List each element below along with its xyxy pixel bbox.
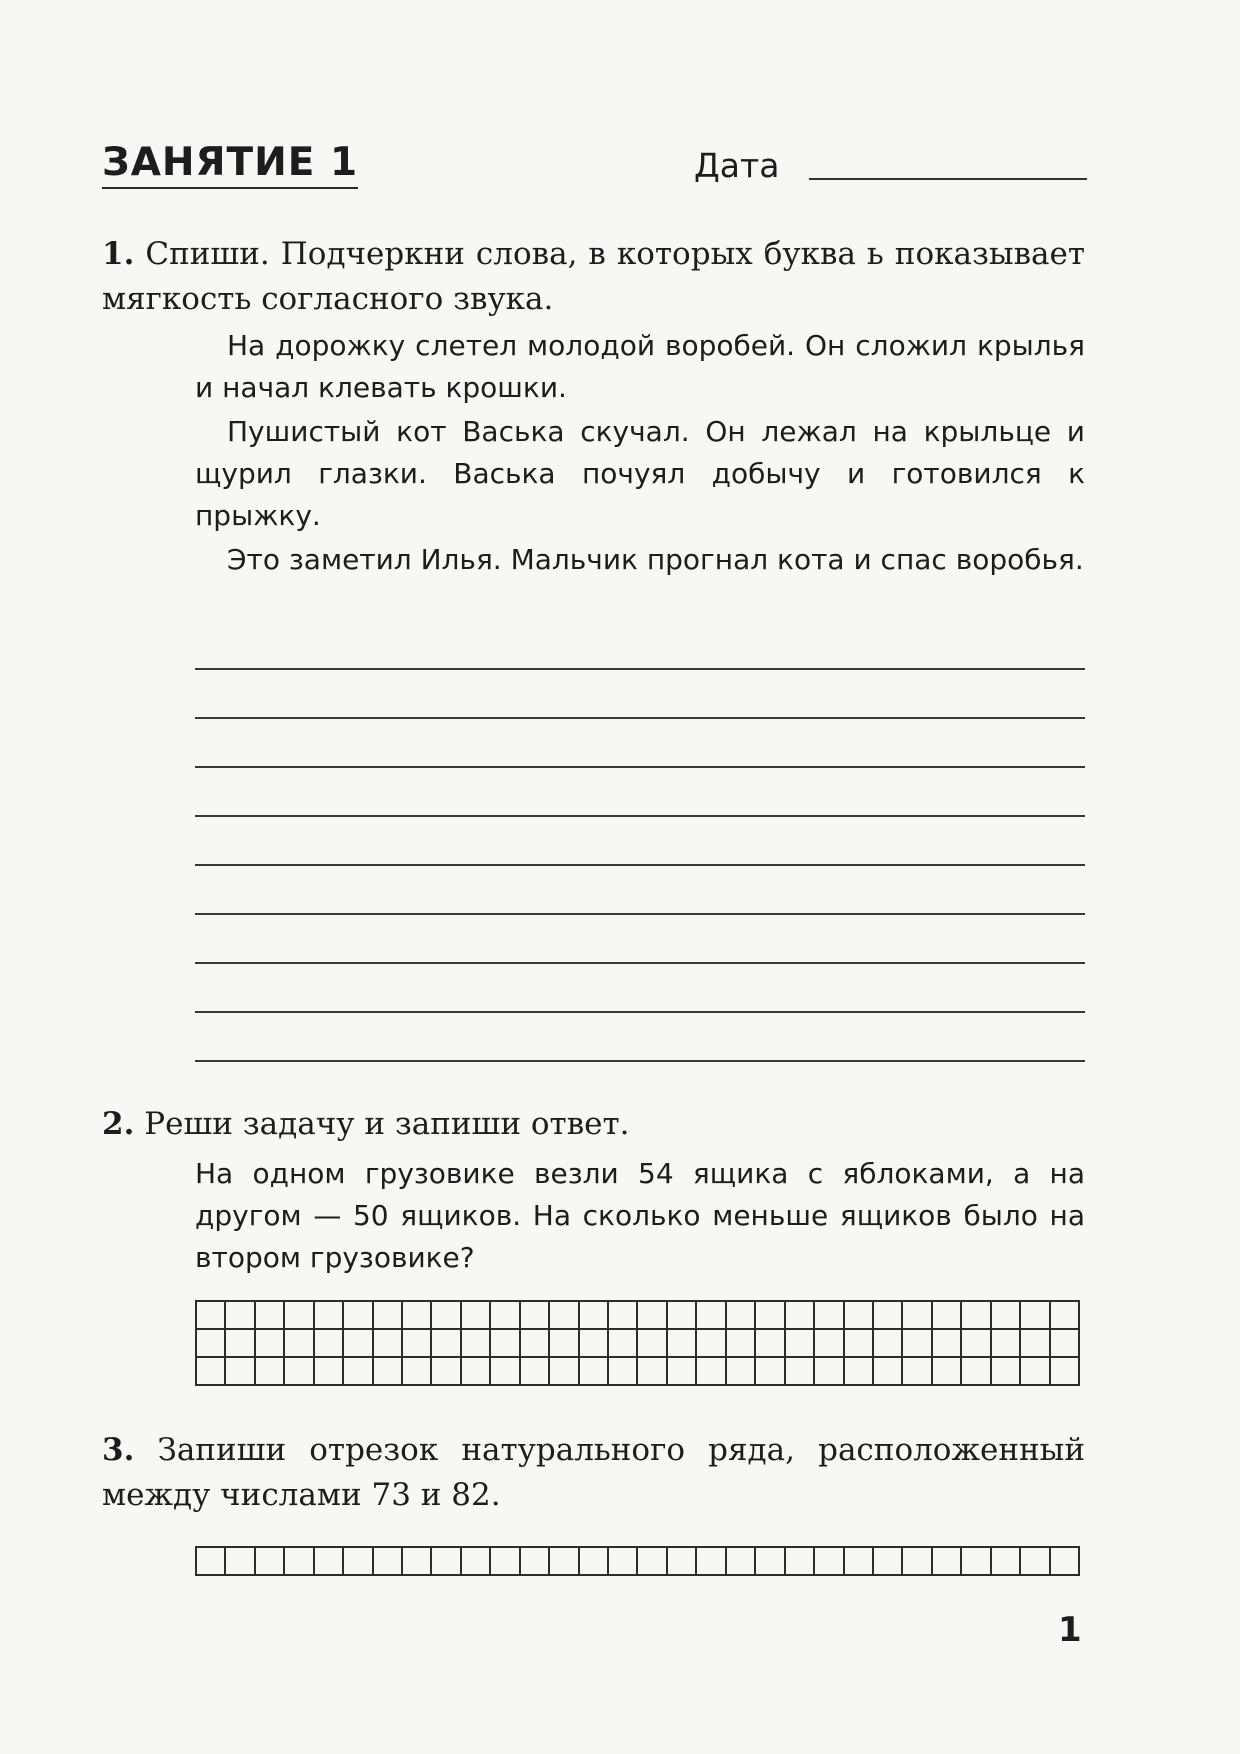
- grid-cell[interactable]: [315, 1358, 344, 1386]
- task-3-number: 3.: [102, 1432, 135, 1468]
- grid-cell[interactable]: [374, 1548, 403, 1576]
- grid-cell[interactable]: [1021, 1548, 1050, 1576]
- grid-cell[interactable]: [315, 1548, 344, 1576]
- grid-cell[interactable]: [903, 1548, 932, 1576]
- task-3-answer-grid[interactable]: [195, 1546, 1080, 1576]
- grid-cell[interactable]: [197, 1358, 226, 1386]
- grid-cell[interactable]: [992, 1548, 1021, 1576]
- grid-cell[interactable]: [903, 1358, 932, 1386]
- grid-cell[interactable]: [432, 1548, 461, 1576]
- grid-cell[interactable]: [226, 1330, 255, 1358]
- grid-cell[interactable]: [756, 1548, 785, 1576]
- task-2-number: 2.: [102, 1106, 135, 1142]
- grid-cell[interactable]: [845, 1548, 874, 1576]
- grid-cell[interactable]: [374, 1302, 403, 1330]
- grid-cell[interactable]: [756, 1358, 785, 1386]
- grid-cell[interactable]: [786, 1302, 815, 1330]
- grid-cell[interactable]: [1051, 1330, 1080, 1358]
- grid-cell[interactable]: [344, 1548, 373, 1576]
- task-1-heading: [102, 232, 1085, 322]
- grid-cell[interactable]: [462, 1302, 491, 1330]
- grid-cell[interactable]: [374, 1330, 403, 1358]
- grid-cell[interactable]: [962, 1330, 991, 1358]
- grid-cell[interactable]: [874, 1358, 903, 1386]
- grid-cell[interactable]: [256, 1358, 285, 1386]
- task-2-instruction: Реши задачу и запиши ответ.: [144, 1106, 630, 1142]
- grid-cell[interactable]: [638, 1302, 667, 1330]
- page-number: 1: [1058, 1610, 1082, 1650]
- grid-cell[interactable]: [1051, 1302, 1080, 1330]
- grid-cell[interactable]: [727, 1358, 756, 1386]
- grid-cell[interactable]: [226, 1302, 255, 1330]
- grid-cell[interactable]: [756, 1330, 785, 1358]
- grid-cell[interactable]: [432, 1330, 461, 1358]
- writing-line[interactable]: [195, 668, 1085, 670]
- grid-cell[interactable]: [786, 1330, 815, 1358]
- grid-cell[interactable]: [491, 1358, 520, 1386]
- task-3-heading: [102, 1428, 1085, 1518]
- grid-cell[interactable]: [521, 1330, 550, 1358]
- grid-cell[interactable]: [550, 1302, 579, 1330]
- grid-cell[interactable]: [786, 1548, 815, 1576]
- writing-line[interactable]: [195, 1060, 1085, 1062]
- grid-cell[interactable]: [962, 1302, 991, 1330]
- grid-cell[interactable]: [697, 1358, 726, 1386]
- grid-cell[interactable]: [344, 1358, 373, 1386]
- grid-cell[interactable]: [462, 1358, 491, 1386]
- grid-cell[interactable]: [845, 1330, 874, 1358]
- grid-cell[interactable]: [285, 1302, 314, 1330]
- task-1-instruction: Спиши. Подчеркни слова, в которых буква ь показывает мягкость согласного звука.: [102, 236, 1085, 317]
- grid-cell[interactable]: [285, 1358, 314, 1386]
- grid-cell[interactable]: [521, 1548, 550, 1576]
- grid-cell[interactable]: [727, 1330, 756, 1358]
- grid-cell[interactable]: [374, 1358, 403, 1386]
- grid-cell[interactable]: [874, 1330, 903, 1358]
- grid-cell[interactable]: [403, 1548, 432, 1576]
- grid-cell[interactable]: [815, 1302, 844, 1330]
- grid-cell[interactable]: [403, 1330, 432, 1358]
- grid-cell[interactable]: [1021, 1330, 1050, 1358]
- grid-cell[interactable]: [874, 1302, 903, 1330]
- grid-cell[interactable]: [1021, 1302, 1050, 1330]
- grid-cell[interactable]: [903, 1302, 932, 1330]
- grid-cell[interactable]: [697, 1302, 726, 1330]
- grid-cell[interactable]: [197, 1330, 226, 1358]
- grid-cell[interactable]: [992, 1302, 1021, 1330]
- writing-line[interactable]: [195, 913, 1085, 915]
- grid-cell[interactable]: [903, 1330, 932, 1358]
- task-2-problem: [195, 1153, 1085, 1279]
- task-2-heading: [102, 1102, 1085, 1147]
- grid-cell[interactable]: [727, 1302, 756, 1330]
- grid-cell[interactable]: [344, 1302, 373, 1330]
- grid-cell[interactable]: [491, 1330, 520, 1358]
- task-3-instruction: Запиши отрезок натурального ряда, расположенный между числами 73 и 82.: [102, 1432, 1085, 1513]
- grid-cell[interactable]: [403, 1302, 432, 1330]
- grid-cell[interactable]: [580, 1330, 609, 1358]
- grid-cell[interactable]: [697, 1548, 726, 1576]
- grid-cell[interactable]: [1051, 1548, 1080, 1576]
- writing-line[interactable]: [195, 815, 1085, 817]
- grid-cell[interactable]: [609, 1358, 638, 1386]
- grid-cell[interactable]: [432, 1358, 461, 1386]
- grid-cell[interactable]: [668, 1302, 697, 1330]
- grid-cell[interactable]: [197, 1548, 226, 1576]
- grid-cell[interactable]: [462, 1330, 491, 1358]
- grid-cell[interactable]: [668, 1358, 697, 1386]
- grid-cell[interactable]: [962, 1358, 991, 1386]
- grid-cell[interactable]: [432, 1302, 461, 1330]
- story-paragraph-3: Это заметил Илья. Мальчик прогнал кота и спас воробья.: [227, 543, 1084, 576]
- grid-cell[interactable]: [815, 1330, 844, 1358]
- grid-cell[interactable]: [756, 1302, 785, 1330]
- grid-cell[interactable]: [845, 1358, 874, 1386]
- grid-cell[interactable]: [933, 1302, 962, 1330]
- grid-cell[interactable]: [285, 1330, 314, 1358]
- grid-cell[interactable]: [580, 1358, 609, 1386]
- writing-line[interactable]: [195, 766, 1085, 768]
- grid-cell[interactable]: [550, 1330, 579, 1358]
- grid-cell[interactable]: [403, 1358, 432, 1386]
- grid-cell[interactable]: [933, 1330, 962, 1358]
- task-1-text: [195, 325, 1085, 581]
- date-input-line[interactable]: [809, 178, 1087, 180]
- grid-cell[interactable]: [668, 1548, 697, 1576]
- writing-line[interactable]: [195, 717, 1085, 719]
- grid-cell[interactable]: [197, 1302, 226, 1330]
- grid-cell[interactable]: [285, 1548, 314, 1576]
- writing-line[interactable]: [195, 1011, 1085, 1013]
- writing-line[interactable]: [195, 864, 1085, 866]
- story-paragraph-2: Пушистый кот Васька скучал. Он лежал на крыльце и щурил глазки. Васька почуял добычу и готовился к прыжку.: [195, 415, 1085, 532]
- grid-cell[interactable]: [638, 1548, 667, 1576]
- grid-cell[interactable]: [1051, 1358, 1080, 1386]
- grid-cell[interactable]: [580, 1302, 609, 1330]
- date-label: Дата: [694, 146, 780, 185]
- problem-text: На одном грузовике везли 54 ящика с яблоками, а на другом — 50 ящиков. На сколько меньше ящиков было на втором грузовике?: [195, 1157, 1085, 1274]
- grid-cell[interactable]: [521, 1358, 550, 1386]
- grid-cell[interactable]: [550, 1358, 579, 1386]
- lesson-header: [102, 140, 1087, 200]
- writing-line[interactable]: [195, 962, 1085, 964]
- grid-cell[interactable]: [491, 1302, 520, 1330]
- grid-cell[interactable]: [491, 1548, 520, 1576]
- grid-cell[interactable]: [609, 1302, 638, 1330]
- grid-cell[interactable]: [638, 1330, 667, 1358]
- grid-cell[interactable]: [256, 1302, 285, 1330]
- grid-cell[interactable]: [256, 1548, 285, 1576]
- grid-cell[interactable]: [992, 1330, 1021, 1358]
- grid-cell[interactable]: [1021, 1358, 1050, 1386]
- grid-cell[interactable]: [315, 1330, 344, 1358]
- grid-cell[interactable]: [638, 1358, 667, 1386]
- grid-cell[interactable]: [933, 1358, 962, 1386]
- grid-cell[interactable]: [815, 1358, 844, 1386]
- grid-cell[interactable]: [874, 1548, 903, 1576]
- grid-cell[interactable]: [845, 1302, 874, 1330]
- grid-cell[interactable]: [226, 1548, 255, 1576]
- grid-cell[interactable]: [256, 1330, 285, 1358]
- grid-cell[interactable]: [815, 1548, 844, 1576]
- grid-cell[interactable]: [521, 1302, 550, 1330]
- grid-cell[interactable]: [462, 1548, 491, 1576]
- grid-cell[interactable]: [933, 1548, 962, 1576]
- grid-cell[interactable]: [315, 1302, 344, 1330]
- grid-cell[interactable]: [668, 1330, 697, 1358]
- grid-cell[interactable]: [992, 1358, 1021, 1386]
- grid-cell[interactable]: [727, 1548, 756, 1576]
- story-paragraph-1: На дорожку слетел молодой воробей. Он сложил крылья и начал клевать крошки.: [195, 329, 1085, 404]
- grid-cell[interactable]: [344, 1330, 373, 1358]
- lesson-title: ЗАНЯТИЕ 1: [102, 140, 358, 189]
- grid-cell[interactable]: [697, 1330, 726, 1358]
- grid-cell[interactable]: [786, 1358, 815, 1386]
- task-2-answer-grid[interactable]: [195, 1300, 1080, 1386]
- grid-cell[interactable]: [550, 1548, 579, 1576]
- grid-cell[interactable]: [609, 1548, 638, 1576]
- grid-cell[interactable]: [609, 1330, 638, 1358]
- task-1-number: 1.: [102, 236, 135, 272]
- grid-cell[interactable]: [962, 1548, 991, 1576]
- grid-cell[interactable]: [580, 1548, 609, 1576]
- grid-cell[interactable]: [226, 1358, 255, 1386]
